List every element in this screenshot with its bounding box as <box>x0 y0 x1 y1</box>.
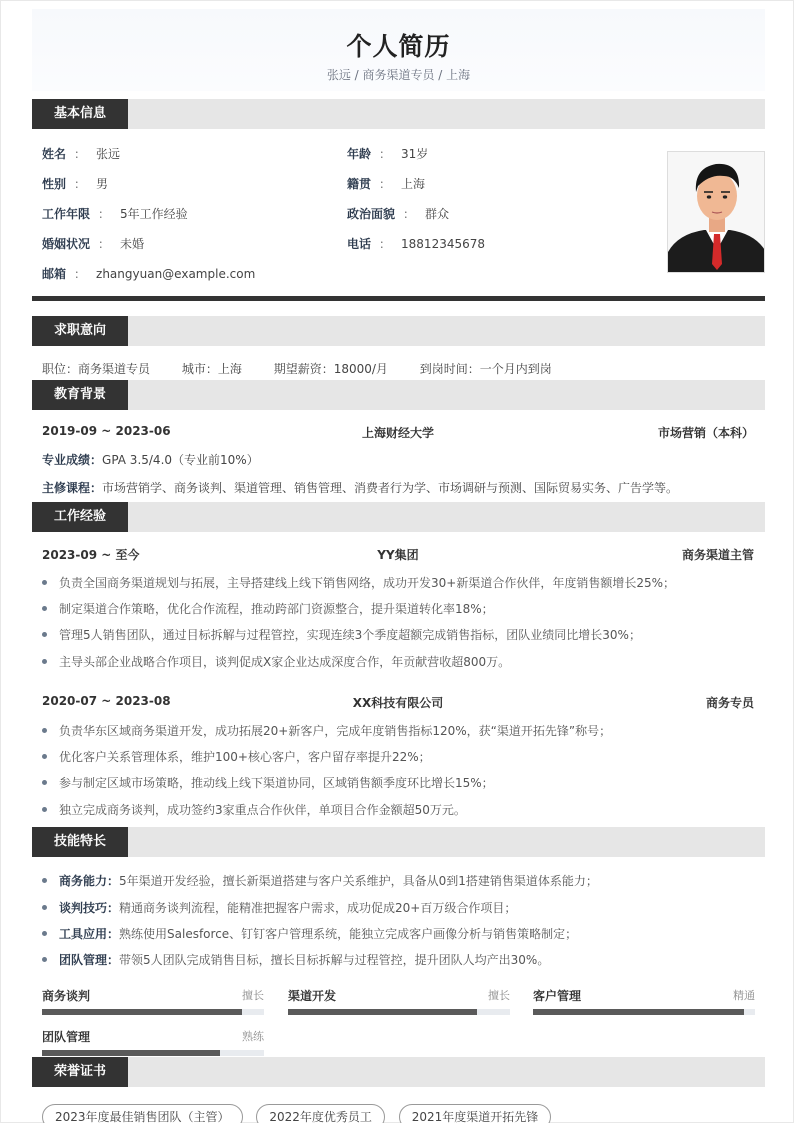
education-header <box>42 424 754 442</box>
bullet-dot-icon <box>42 931 47 936</box>
progress-track <box>42 1050 264 1056</box>
work-bullet: 主导头部企业战略合作项目，谈判促成X家企业达成深度合作，年贡献营收超800万。 <box>42 653 510 670</box>
work-bullet: 管理5人销售团队，通过目标拆解与过程管控，实现连续3个季度超额完成销售指标，团队业绩同比增长30%； <box>42 626 641 643</box>
info-phone: 电话 ： 18812345678 <box>347 237 486 251</box>
info-age: 年龄 ： 31岁 <box>347 147 429 161</box>
progress-fill <box>42 1009 242 1015</box>
skill-bar-team-mgmt: 团队管理 熟练 <box>42 1028 264 1068</box>
section-work-experience <box>32 502 765 532</box>
info-experience-years: 工作年限 ： 5年工作经验 <box>42 207 188 221</box>
bullet-dot-icon <box>42 728 47 733</box>
education-gpa: 专业成绩：GPA 3.5/4.0（专业前10%） <box>42 453 259 467</box>
progress-track <box>288 1009 510 1015</box>
section-basic-info <box>32 99 765 129</box>
work-entry-header <box>42 546 754 564</box>
honor-badge: 2022年度优秀员工 <box>256 1104 385 1123</box>
work-entry-header <box>42 694 754 712</box>
skill-item: 谈判技巧：精通商务谈判流程，能精准把握客户需求，成功促成20+百万级合作项目； <box>42 899 516 916</box>
skill-bar-negotiation: 商务谈判 擅长 <box>42 987 264 1027</box>
work-title: 商务渠道主管 <box>681 548 754 562</box>
section-title: 教育背景 <box>32 380 128 410</box>
progress-fill <box>533 1009 744 1015</box>
section-education <box>32 380 765 410</box>
work-bullet: 参与制定区域市场策略，推动线上线下渠道协同，区域销售额季度环比增长15%； <box>42 774 494 791</box>
honor-badge: 2021年度渠道开拓先锋 <box>399 1104 552 1123</box>
skill-bar-channel-dev: 渠道开发 擅长 <box>288 987 510 1027</box>
progress-track <box>42 1009 264 1015</box>
section-title: 求职意向 <box>32 316 128 346</box>
work-bullet: 独立完成商务谈判，成功签约3家重点合作伙伴，单项目合作金额超50万元。 <box>42 801 466 818</box>
skill-item: 工具应用：熟练使用Salesforce、钉钉客户管理系统，能独立完成客户画像分析与销售策略制定； <box>42 925 577 942</box>
bullet-dot-icon <box>42 580 47 585</box>
work-period: 2020-07 ~ 2023-08 <box>42 694 171 708</box>
section-title: 荣誉证书 <box>32 1057 128 1087</box>
bullet-dot-icon <box>42 905 47 910</box>
honor-badge: 2023年度最佳销售团队（主管） <box>42 1104 243 1123</box>
page-title: 个人简历 <box>346 32 451 61</box>
info-name: 姓名 ： 张远 <box>42 147 121 161</box>
section-title: 技能特长 <box>32 827 128 857</box>
education-school: 上海财经大学 <box>361 426 434 440</box>
honor-badges <box>42 1104 561 1123</box>
info-hometown: 籍贯 ： 上海 <box>347 177 426 191</box>
work-title: 商务专员 <box>705 696 754 710</box>
education-courses: 主修课程：市场营销学、商务谈判、渠道管理、销售管理、消费者行为学、市场调研与预测、国际贸易实务、广告学等。 <box>42 481 679 495</box>
section-title: 基本信息 <box>32 99 128 129</box>
avatar-photo <box>667 151 765 273</box>
bullet-dot-icon <box>42 780 47 785</box>
section-skills <box>32 827 765 857</box>
work-bullet: 制定渠道合作策略，优化合作流程，推动跨部门资源整合，提升渠道转化率18%； <box>42 600 494 617</box>
bullet-dot-icon <box>42 957 47 962</box>
section-title: 工作经验 <box>32 502 128 532</box>
bullet-dot-icon <box>42 632 47 637</box>
intent-city: 城市：上海 <box>181 362 242 376</box>
skill-item: 团队管理：带领5人团队完成销售目标，擅长目标拆解与过程管控，提升团队人均产出30%。 <box>42 951 549 968</box>
page-subtitle: 张远 / 商务渠道专员 / 上海 <box>326 68 471 82</box>
bullet-dot-icon <box>42 807 47 812</box>
work-bullet: 负责华东区域商务渠道开发，成功拓展20+新客户，完成年度销售指标120%，获“渠道开拓先锋”称号； <box>42 722 611 739</box>
progress-fill <box>42 1050 220 1056</box>
work-company: YY集团 <box>377 548 419 562</box>
info-political-status: 政治面貌 ： 群众 <box>347 207 450 221</box>
bullet-dot-icon <box>42 606 47 611</box>
skill-item: 商务能力：5年渠道开发经验，擅长新渠道搭建与客户关系维护，具备从0到1搭建销售渠道体系能力； <box>42 872 598 889</box>
section-honors <box>32 1057 765 1087</box>
intent-availability: 到岗时间：一个月内到岗 <box>419 362 552 376</box>
work-period: 2023-09 ~ 至今 <box>42 548 140 562</box>
divider <box>32 296 765 301</box>
info-email: 邮箱 ： zhangyuan@example.com <box>42 267 256 281</box>
bullet-dot-icon <box>42 754 47 759</box>
info-gender: 性别 ： 男 <box>42 177 109 191</box>
progress-fill <box>288 1009 477 1015</box>
work-bullet: 优化客户关系管理体系，维护100+核心客户，客户留存率提升22%； <box>42 748 431 765</box>
skill-bar-client-mgmt: 客户管理 精通 <box>533 987 755 1027</box>
info-marital-status: 婚姻状况 ： 未婚 <box>42 237 145 251</box>
work-bullet: 负责全国商务渠道规划与拓展，主导搭建线上线下销售网络，成功开发30+新渠道合作伙伴，年度销售额增长25%； <box>42 574 675 591</box>
progress-track <box>533 1009 755 1015</box>
education-major: 市场营销（本科） <box>657 426 754 440</box>
work-company: XX科技有限公司 <box>352 696 444 710</box>
education-period: 2019-09 ~ 2023-06 <box>42 424 171 438</box>
job-intent-row <box>42 360 580 377</box>
person-portrait-icon <box>668 152 765 273</box>
intent-salary: 期望薪资：18000/月 <box>273 362 388 376</box>
bullet-dot-icon <box>42 659 47 664</box>
resume-header <box>32 9 765 91</box>
section-job-intent <box>32 316 765 346</box>
bullet-dot-icon <box>42 878 47 883</box>
intent-position: 职位：商务渠道专员 <box>42 362 151 376</box>
